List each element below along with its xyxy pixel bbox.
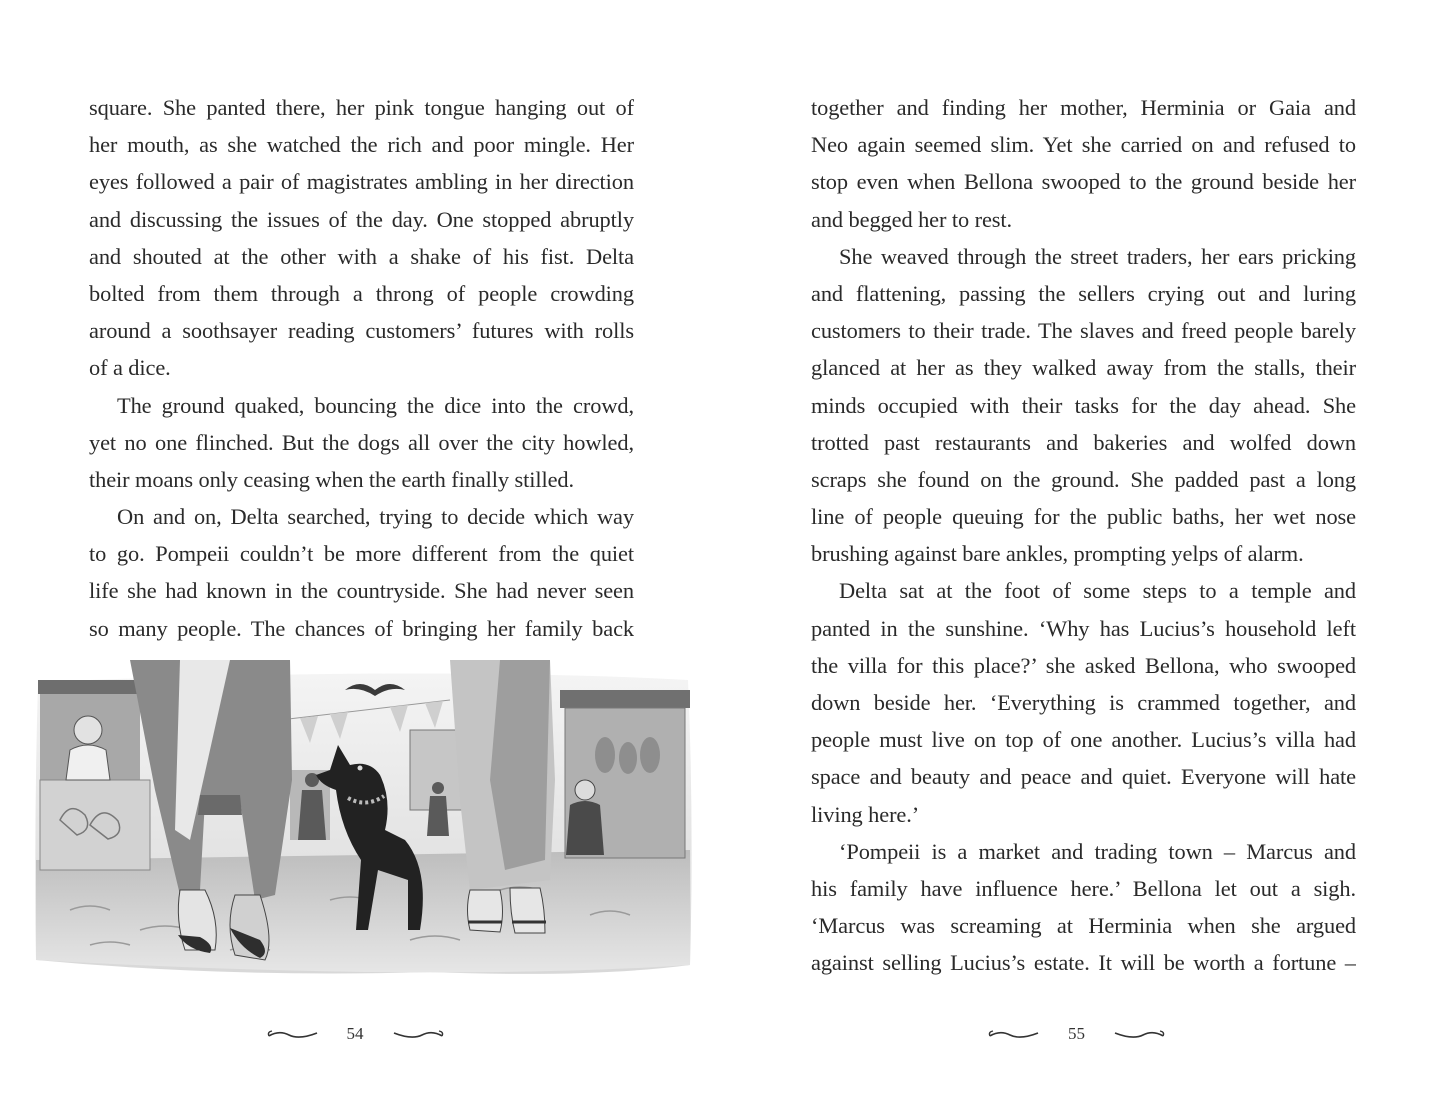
- text-line: ‘Marcus was screaming at Herminia when she argued: [811, 913, 1356, 939]
- right-flourish-icon: [1113, 1027, 1165, 1041]
- text-line: their moans only ceasing when the earth finally stilled.: [89, 466, 574, 492]
- text-line: space and beauty and peace and quiet. Everyone will hate: [811, 764, 1356, 790]
- text-line: ‘Pompeii is a market and trading town – Marcus and: [839, 838, 1356, 864]
- text-line: minds occupied with their tasks for the day ahead. She: [811, 392, 1356, 418]
- right-page-text: [811, 89, 1356, 982]
- text-line: trotted past restaurants and bakeries and wolfed down: [811, 429, 1356, 455]
- text-line: Delta sat at the foot of some steps to a temple and: [839, 578, 1356, 604]
- text-line: scraps she found on the ground. She padded past a long: [811, 466, 1356, 492]
- left-flourish-icon: [988, 1027, 1040, 1041]
- right-page: [722, 0, 1445, 1095]
- text-line: The ground quaked, bouncing the dice into the crowd,: [117, 392, 634, 418]
- text-line: life she had known in the countryside. She had never seen: [89, 578, 634, 604]
- text-line: living here.’: [811, 801, 920, 827]
- right-page-footer: [715, 1024, 1438, 1044]
- text-line: panted in the sunshine. ‘Why has Lucius’s household left: [811, 615, 1356, 641]
- text-line: She weaved through the street traders, her ears pricking: [839, 243, 1356, 269]
- text-line: her mouth, as she watched the rich and poor mingle. Her: [89, 132, 634, 158]
- text-line: customers to their trade. The slaves and freed people barely: [811, 318, 1356, 344]
- left-page: [0, 0, 722, 1095]
- text-line: people must live on top of one another. Lucius’s villa had: [811, 727, 1356, 753]
- text-line: and begged her to rest.: [811, 206, 1013, 232]
- text-line: bolted from them through a throng of people crowding: [89, 280, 634, 306]
- text-line: of a dice.: [89, 355, 171, 381]
- text-line: yet no one flinched. But the dogs all over the city howled,: [89, 429, 634, 455]
- text-line: square. She panted there, her pink tongue hanging out of: [89, 95, 634, 120]
- text-line: Neo again seemed slim. Yet she carried on and refused to: [811, 132, 1356, 158]
- text-line: the villa for this place?’ she asked Bellona, who swooped: [811, 652, 1356, 678]
- text-line: and shouted at the other with a shake of his fist. Delta: [89, 243, 634, 269]
- text-line: line of people queuing for the public baths, her wet nose: [811, 504, 1356, 530]
- text-line: glanced at her as they walked away from the stalls, their: [811, 355, 1356, 381]
- page-number: 55: [1068, 1024, 1085, 1043]
- text-line: against selling Lucius’s estate. It will be worth a fortune –: [811, 950, 1356, 976]
- text-line: his family have influence here.’ Bellona let out a sigh.: [811, 875, 1356, 901]
- left-page-text: [89, 89, 634, 647]
- text-line: together and finding her mother, Herminia or Gaia and: [811, 95, 1356, 120]
- text-line: stop even when Bellona swooped to the ground beside her: [811, 169, 1356, 195]
- text-line: and discussing the issues of the day. One stopped abruptly: [89, 206, 634, 232]
- text-line: to go. Pompeii couldn’t be more different from the quiet: [89, 541, 634, 567]
- left-page-footer: [0, 1024, 716, 1044]
- page-number: 54: [346, 1024, 364, 1043]
- text-line: On and on, Delta searched, trying to decide which way: [117, 504, 634, 530]
- text-line: around a soothsayer reading customers’ futures with rolls: [89, 318, 634, 344]
- right-flourish-icon: [392, 1027, 444, 1041]
- street-market-illustration: [30, 660, 698, 986]
- text-line: brushing against bare ankles, prompting yelps of alarm.: [811, 541, 1304, 567]
- left-flourish-icon: [267, 1027, 319, 1041]
- text-line: and flattening, passing the sellers crying out and luring: [811, 280, 1356, 306]
- text-line: so many people. The chances of bringing her family back: [89, 615, 634, 641]
- text-line: down beside her. ‘Everything is crammed together, and: [811, 690, 1356, 715]
- text-line: eyes followed a pair of magistrates ambling in her direction: [89, 169, 634, 195]
